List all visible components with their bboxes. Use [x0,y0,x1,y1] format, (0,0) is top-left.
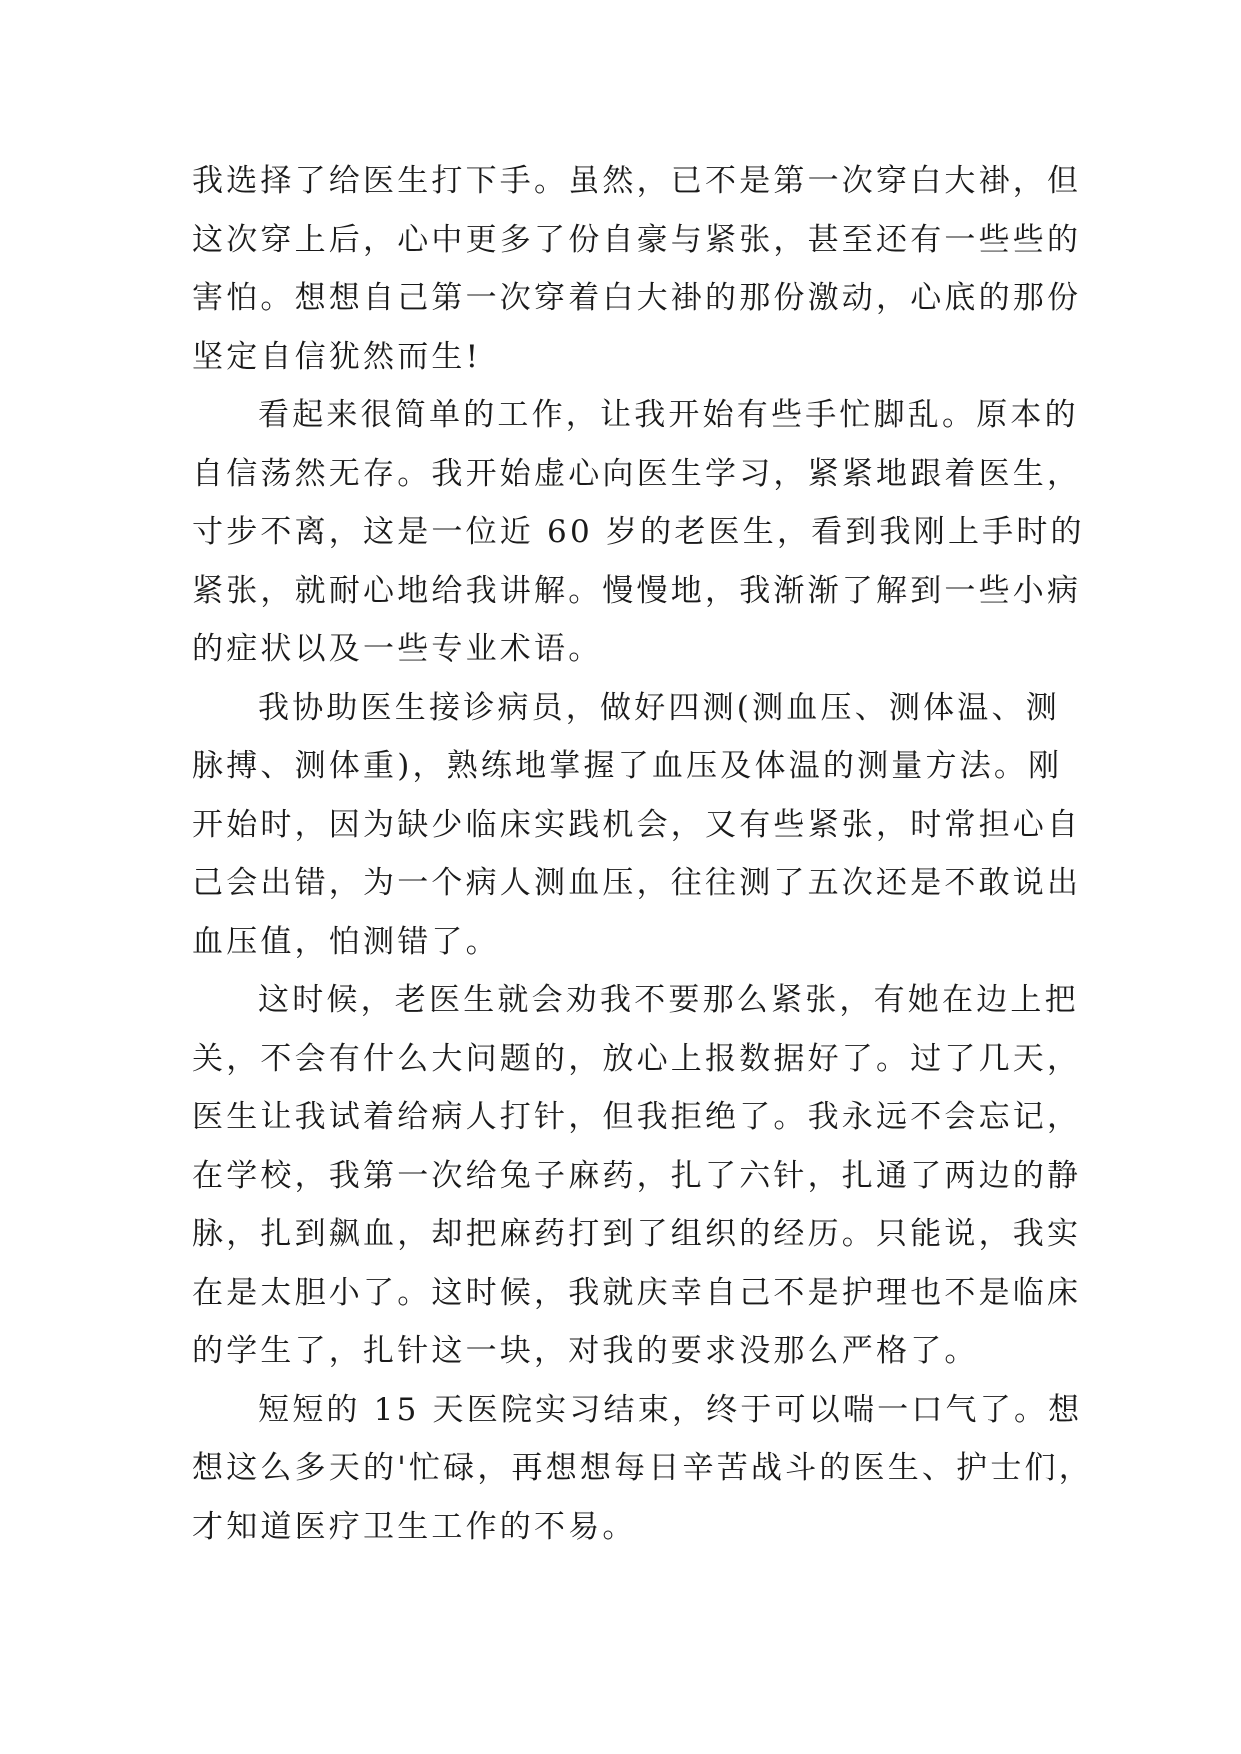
text-line: 在学校，我第一次给兔子麻药，扎了六针，扎通了两边的静 [192,1157,1082,1194]
text-line: 的学生了，扎针这一块，对我的要求没那么严格了。 [192,1333,979,1369]
text-line: 紧张，就耐心地给我讲解。慢慢地，我渐渐了解到一些小病 [192,572,1082,609]
text-line: 坚定自信犹然而生! [192,338,482,375]
text-line: 寸步不离，这是一位近 60 岁的老医生，看到我刚上手时的 [192,514,1085,550]
text-line: 这次穿上后，心中更多了份自豪与紧张，甚至还有一些些的 [192,221,1082,258]
text-line: 自信荡然无存。我开始虚心向医生学习，紧紧地跟着医生， [192,455,1082,492]
paragraph-first-line: 这时候，老医生就会劝我不要那么紧张，有她在边上把 [258,982,1079,1018]
text-line: 脉搏、测体重)，熟练地掌握了血压及体温的测量方法。刚 [192,748,1063,784]
text-line: 在是太胆小了。这时候，我就庆幸自己不是护理也不是临床 [192,1274,1082,1311]
paragraph-first-line: 短短的 15 天医院实习结束，终于可以喘一口气了。想 [258,1391,1083,1428]
text-line: 关，不会有什么大问题的，放心上报数据好了。过了几天， [192,1040,1082,1077]
text-line: 医生让我试着给病人打针，但我拒绝了。我永远不会忘记， [192,1099,1082,1135]
text-line: 想这么多天的'忙碌，再想想每日辛苦战斗的医生、护士们， [192,1450,1093,1486]
text-line: 开始时，因为缺少临床实践机会，又有些紧张，时常担心自 [192,806,1082,843]
text-line: 才知道医疗卫生工作的不易。 [192,1508,637,1545]
text-line: 脉，扎到飙血，却把麻药打到了组织的经历。只能说，我实 [192,1216,1082,1252]
text-line: 血压值，怕测错了。 [192,923,500,960]
document-body [192,152,1093,1556]
paragraph-first-line: 我协助医生接诊病员，做好四测(测血压、测体温、测 [258,689,1060,726]
text-line: 己会出错，为一个病人测血压，往往测了五次还是不敢说出 [192,865,1082,901]
text-line: 害怕。想想自己第一次穿着白大褂的那份激动，心底的那份 [192,280,1082,316]
paragraph-first-line: 看起来很简单的工作，让我开始有些手忙脚乱。原本的 [258,397,1079,433]
text-line: 我选择了给医生打下手。虽然，已不是第一次穿白大褂，但 [192,163,1082,199]
text-line: 的症状以及一些专业术语。 [192,631,603,667]
